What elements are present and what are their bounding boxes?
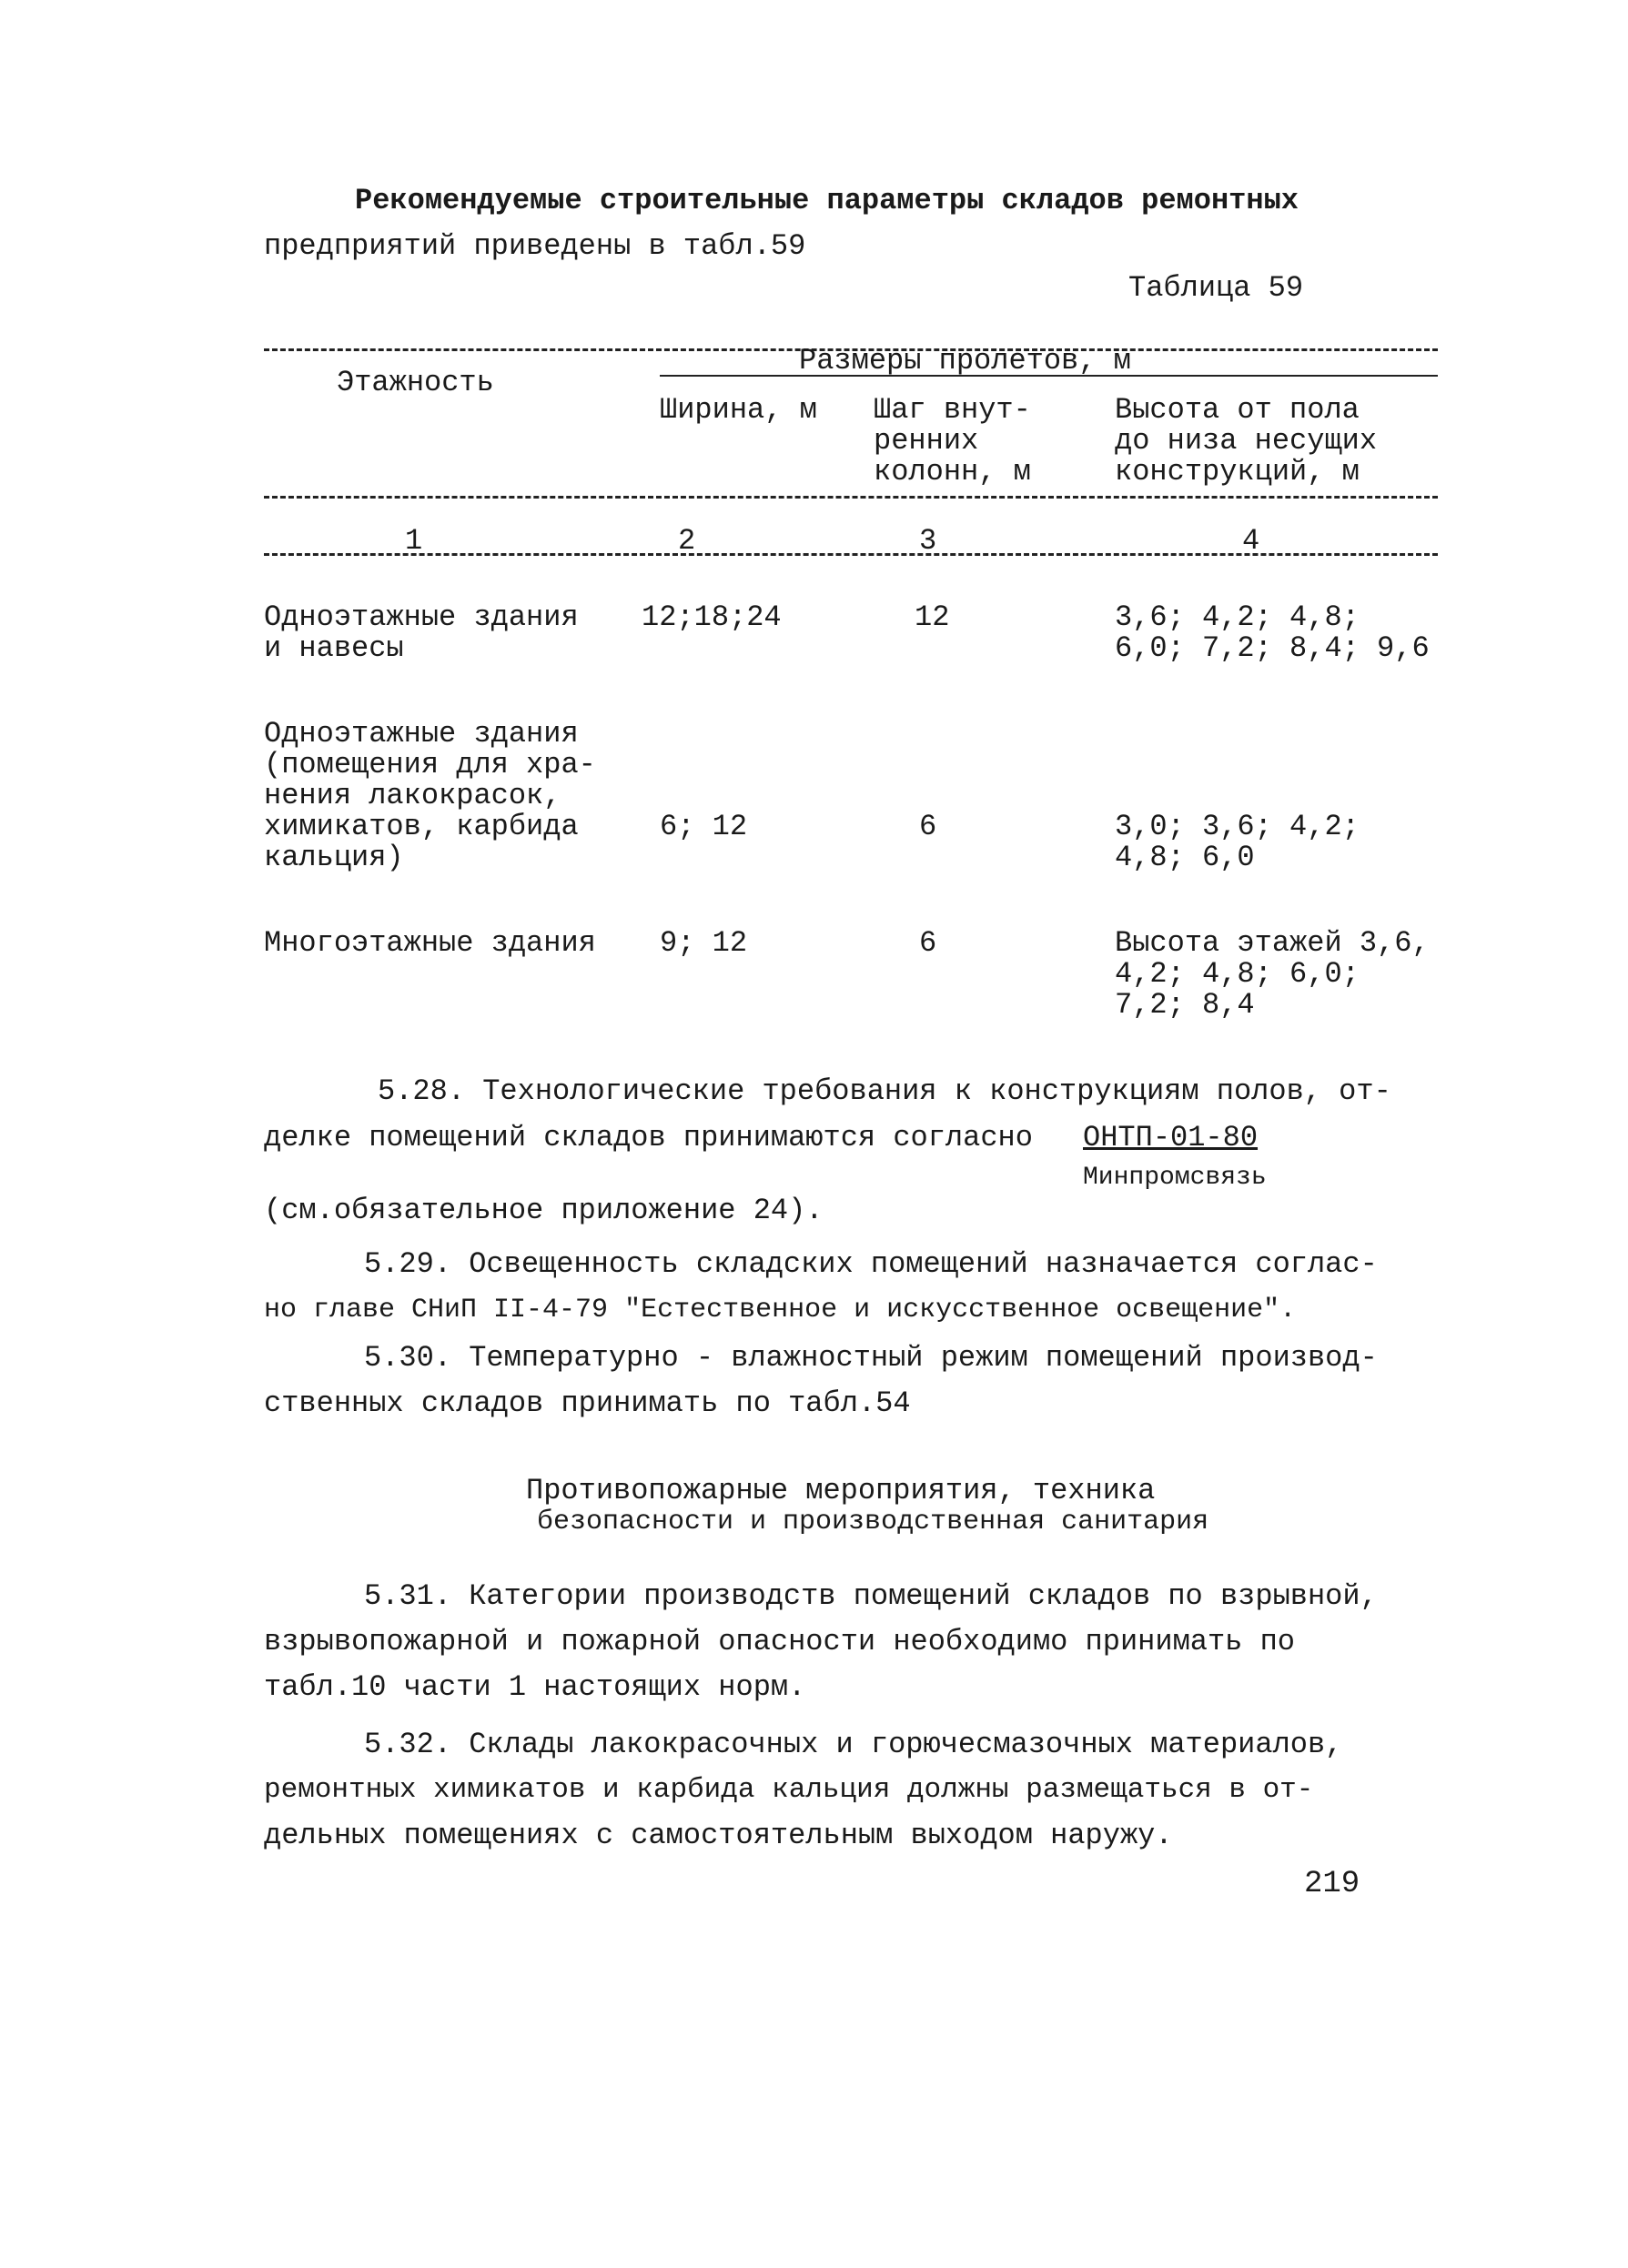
text-line: но главе СНиП II-4-79 "Естественное и искусственное освещение".	[264, 1295, 1297, 1326]
text-line: 5.30. Температурно - влажностный режим помещений производ-	[364, 1341, 1378, 1375]
intro-line: предприятий приведены в табл.59	[264, 229, 806, 263]
column-number: 4	[1242, 524, 1260, 558]
text-line: 5.28. Технологические требования к конструкциям полов, от-	[378, 1074, 1391, 1108]
column-number: 3	[919, 524, 937, 558]
intro-line: Рекомендуемые строительные параметры складов ремонтных	[355, 184, 1299, 217]
text-line: ственных складов принимать по табл.54	[264, 1386, 911, 1420]
group-header: Размеры пролетов, м	[799, 344, 1131, 378]
cell-height: 3,6; 4,2; 4,8; 6,0; 7,2; 8,4; 9,6	[1115, 600, 1430, 665]
group-header-rule	[660, 375, 1438, 377]
text-line: ремонтных химикатов и карбида кальция должны размещаться в от-	[264, 1774, 1314, 1806]
cell-width: 12;18;24	[642, 600, 782, 634]
cell-height: Высота этажей 3,6, 4,2; 4,8; 6,0; 7,2; 8,4	[1115, 926, 1430, 1022]
table-caption: Таблица 59	[1128, 271, 1304, 305]
heading-line: безопасности и производственная санитария	[537, 1507, 1209, 1537]
cell-width: 6; 12	[660, 810, 748, 843]
text-line: дельных помещениях с самостоятельным выходом наружу.	[264, 1819, 1173, 1852]
numbers-bottom-rule	[264, 553, 1438, 556]
column-number: 2	[678, 524, 696, 558]
text-line: табл.10 части 1 настоящих норм.	[264, 1670, 806, 1704]
text-line: 5.29. Освещенность складских помещений назначается соглас-	[364, 1247, 1378, 1281]
column-number: 1	[405, 524, 423, 558]
cell-height: 3,0; 3,6; 4,2; 4,8; 6,0	[1115, 810, 1360, 874]
heading-line: Противопожарные мероприятия, техника	[526, 1474, 1156, 1507]
cell-step: 12	[915, 600, 950, 634]
header-floors: Этажность	[337, 366, 494, 399]
text-line: 5.31. Категории производств помещений складов по взрывной,	[364, 1579, 1378, 1613]
cell-step: 6	[919, 926, 937, 960]
header-width: Ширина, м	[660, 393, 817, 427]
header-step: Шаг внут- ренних колонн, м	[874, 393, 1031, 489]
norm-reference-issuer: Минпромсвязь	[1083, 1164, 1267, 1192]
cell-floors: Одноэтажные здания (помещения для хра- нения лакокрасок, химикатов, карбида кальция)	[264, 717, 596, 874]
text-line: делке помещений складов принимаются согласно	[264, 1121, 1033, 1154]
cell-floors: Одноэтажные здания и навесы	[264, 600, 579, 665]
text-line: (см.обязательное приложение 24).	[264, 1194, 824, 1227]
norm-reference: ОНТП-01-80	[1083, 1121, 1259, 1154]
text-line: взрывопожарной и пожарной опасности необходимо принимать по	[264, 1625, 1295, 1658]
cell-floors: Многоэтажные здания	[264, 926, 596, 960]
cell-step: 6	[919, 810, 937, 843]
header-height: Высота от пола до низа несущих конструкций, м	[1115, 393, 1378, 489]
header-bottom-rule	[264, 496, 1438, 499]
text-line: 5.32. Склады лакокрасочных и горючесмазочных материалов,	[364, 1728, 1343, 1761]
cell-width: 9; 12	[660, 926, 748, 960]
page-number: 219	[1304, 1867, 1360, 1901]
